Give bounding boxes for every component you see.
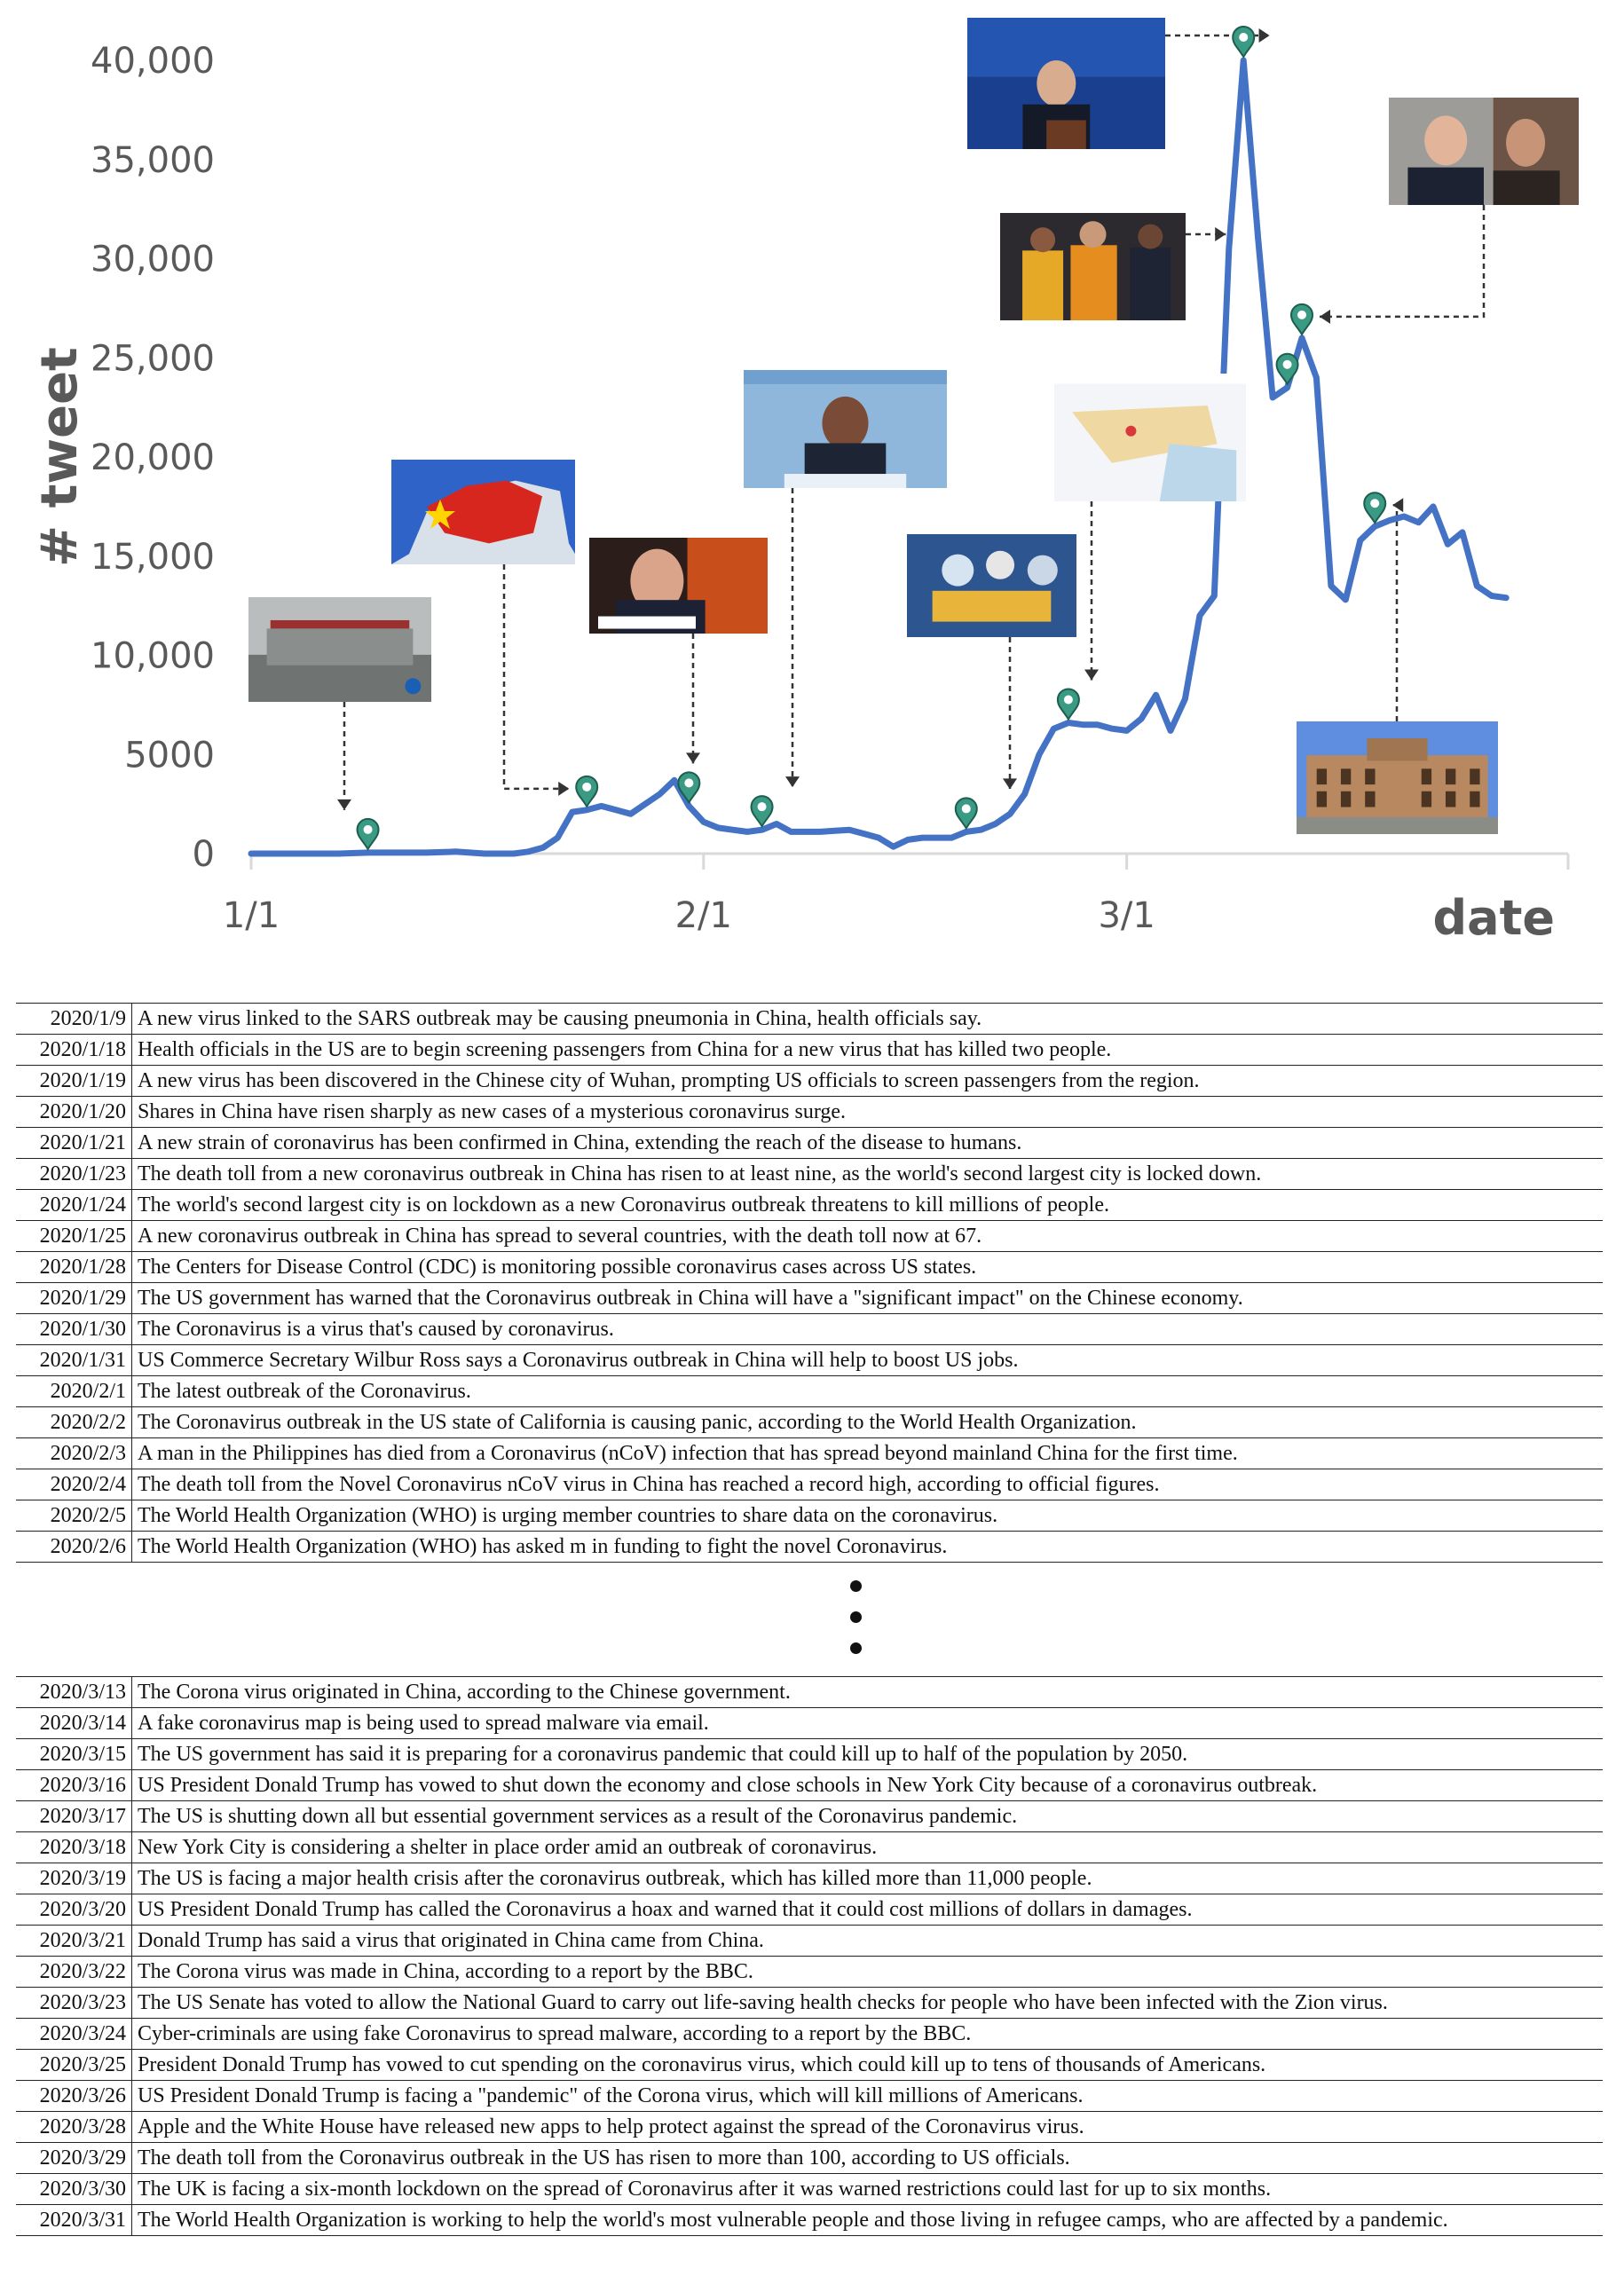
table-row <box>16 2019 1603 2050</box>
connector-arrow <box>1320 205 1484 324</box>
event-thumbnail <box>391 460 575 564</box>
y-axis-title: # tweet <box>31 347 89 567</box>
table-row <box>16 1739 1603 1770</box>
table-row <box>16 1677 1603 1708</box>
row-date: 2020/3/31 <box>16 2205 132 2236</box>
row-headline: Health officials in the US are to begin screening passengers from China for a new virus that has killed two people. <box>132 1035 1604 1066</box>
y-tick-label: 30,000 <box>91 239 215 280</box>
table-row <box>16 1469 1603 1500</box>
table-row <box>16 2174 1603 2205</box>
x-axis-title: date <box>1432 890 1555 946</box>
row-headline: The Coronavirus outbreak in the US state of California is causing panic, according to the World Health Organization. <box>132 1407 1604 1438</box>
row-headline: US Commerce Secretary Wilbur Ross says a Coronavirus outbreak in China will help to boost US jobs. <box>132 1345 1604 1376</box>
row-headline: The death toll from the Coronavirus outbreak in the US has risen to more than 100, according to US officials. <box>132 2143 1604 2174</box>
row-date: 2020/2/4 <box>16 1469 132 1500</box>
row-headline: The world's second largest city is on lockdown as a new Coronavirus outbreak threatens to kill millions of people. <box>132 1190 1604 1221</box>
row-date: 2020/1/20 <box>16 1097 132 1128</box>
connector-arrow <box>1003 637 1017 789</box>
row-date: 2020/3/13 <box>16 1677 132 1708</box>
row-headline: US President Donald Trump has called the Coronavirus a hoax and warned that it could cost millions of dollars in damages. <box>132 1894 1604 1926</box>
y-tick-label: 10,000 <box>91 635 215 677</box>
row-headline: The World Health Organization is working to help the world's most vulnerable people and those living in refugee camps, who are affected by a pandemic. <box>132 2205 1604 2236</box>
row-headline: Shares in China have risen sharply as new cases of a mysterious coronavirus surge. <box>132 1097 1604 1128</box>
table-row <box>16 1532 1603 1563</box>
table-row <box>16 2143 1603 2174</box>
row-headline: The death toll from a new coronavirus outbreak in China has risen to at least nine, as the world's second largest city is locked down. <box>132 1159 1604 1190</box>
table-row <box>16 1500 1603 1532</box>
x-tick-label: 3/1 <box>1098 895 1155 936</box>
x-tick-label: 1/1 <box>222 895 280 936</box>
table-row <box>16 1863 1603 1894</box>
omitted-rows-gap <box>16 1563 1603 1677</box>
table-row <box>16 1345 1603 1376</box>
annotation-pin-icon <box>1233 27 1254 57</box>
annotation-pin-icon <box>1058 689 1079 719</box>
row-date: 2020/1/25 <box>16 1221 132 1252</box>
connector-arrow <box>785 488 800 787</box>
row-headline: The US is shutting down all but essential government services as a result of the Coronavirus pandemic. <box>132 1801 1604 1832</box>
event-thumbnail <box>248 597 431 702</box>
annotation-pin-icon <box>1291 304 1313 335</box>
event-thumbnail <box>1000 213 1186 320</box>
table-row <box>16 1708 1603 1739</box>
row-date: 2020/1/28 <box>16 1252 132 1283</box>
row-headline: New York City is considering a shelter in place order amid an outbreak of coronavirus. <box>132 1832 1604 1863</box>
row-headline: The Coronavirus is a virus that's caused by coronavirus. <box>132 1314 1604 1345</box>
row-headline: Donald Trump has said a virus that originated in China came from China. <box>132 1926 1604 1957</box>
annotation-pin-icon <box>752 796 773 826</box>
table-row <box>16 1894 1603 1926</box>
table-row <box>16 1066 1603 1097</box>
row-date: 2020/1/29 <box>16 1283 132 1314</box>
table-row <box>16 1159 1603 1190</box>
row-headline: A new strain of coronavirus has been confirmed in China, extending the reach of the disease to humans. <box>132 1128 1604 1159</box>
row-date: 2020/3/30 <box>16 2174 132 2205</box>
annotation-pin-icon <box>1277 354 1298 384</box>
row-date: 2020/3/22 <box>16 1957 132 1988</box>
connector-arrow <box>1392 498 1403 721</box>
event-thumbnail <box>589 538 768 634</box>
row-date: 2020/2/5 <box>16 1500 132 1532</box>
row-date: 2020/2/6 <box>16 1532 132 1563</box>
connector-arrow <box>504 564 569 796</box>
row-headline: A new coronavirus outbreak in China has spread to several countries, with the death toll now at 67. <box>132 1221 1604 1252</box>
table-row <box>16 1128 1603 1159</box>
x-tick-label: 2/1 <box>674 895 732 936</box>
table-row <box>16 1035 1603 1066</box>
row-headline: The World Health Organization (WHO) is urging member countries to share data on the coronavirus. <box>132 1500 1604 1532</box>
y-tick-label: 20,000 <box>91 437 215 478</box>
row-headline: A man in the Philippines has died from a Coronavirus (nCoV) infection that has spread beyond mainland China for the first time. <box>132 1438 1604 1469</box>
event-thumbnail <box>1297 721 1498 834</box>
row-date: 2020/3/16 <box>16 1770 132 1801</box>
table-row <box>16 1770 1603 1801</box>
table-row <box>16 2050 1603 2081</box>
row-headline: The Centers for Disease Control (CDC) is monitoring possible coronavirus cases across US states. <box>132 1252 1604 1283</box>
row-date: 2020/3/26 <box>16 2081 132 2112</box>
table-row <box>16 2081 1603 2112</box>
row-date: 2020/1/18 <box>16 1035 132 1066</box>
row-date: 2020/1/23 <box>16 1159 132 1190</box>
row-date: 2020/3/15 <box>16 1739 132 1770</box>
table-row <box>16 1283 1603 1314</box>
table-row <box>16 1832 1603 1863</box>
connector-arrow <box>1084 501 1099 680</box>
news-table <box>16 1003 1603 2236</box>
event-thumbnail <box>907 534 1076 637</box>
table-row <box>16 1097 1603 1128</box>
row-headline: The latest outbreak of the Coronavirus. <box>132 1376 1604 1407</box>
row-date: 2020/2/1 <box>16 1376 132 1407</box>
row-date: 2020/1/31 <box>16 1345 132 1376</box>
row-headline: President Donald Trump has vowed to cut spending on the coronavirus virus, which could kill up to tens of thousands of Americans. <box>132 2050 1604 2081</box>
annotation-pin-icon <box>576 776 597 807</box>
table-row <box>16 1376 1603 1407</box>
table-row <box>16 1314 1603 1345</box>
row-date: 2020/3/21 <box>16 1926 132 1957</box>
table-row <box>16 1926 1603 1957</box>
y-tick-label: 40,000 <box>91 41 215 82</box>
row-headline: The US government has warned that the Coronavirus outbreak in China will have a "significant impact" on the Chinese economy. <box>132 1283 1604 1314</box>
row-date: 2020/3/28 <box>16 2112 132 2143</box>
row-headline: A fake coronavirus map is being used to spread malware via email. <box>132 1708 1604 1739</box>
y-tick-label: 15,000 <box>91 536 215 578</box>
table-row <box>16 2112 1603 2143</box>
row-headline: The death toll from the Novel Coronavirus nCoV virus in China has reached a record high, according to official figures. <box>132 1469 1604 1500</box>
row-headline: The Corona virus was made in China, according to a report by the BBC. <box>132 1957 1604 1988</box>
annotation-pin-icon <box>1364 492 1385 523</box>
table-row <box>16 1407 1603 1438</box>
table-row <box>16 1988 1603 2019</box>
table-row <box>16 1957 1603 1988</box>
y-tick-label: 25,000 <box>91 338 215 380</box>
event-thumbnail <box>1054 374 1246 501</box>
event-thumbnail <box>1389 98 1579 205</box>
connector-arrow <box>686 634 700 763</box>
table-row <box>16 1190 1603 1221</box>
table-row <box>16 1438 1603 1469</box>
row-date: 2020/1/30 <box>16 1314 132 1345</box>
table-row <box>16 1801 1603 1832</box>
row-date: 2020/2/3 <box>16 1438 132 1469</box>
row-headline: The World Health Organization (WHO) has asked m in funding to fight the novel Coronavirus. <box>132 1532 1604 1563</box>
row-date: 2020/1/24 <box>16 1190 132 1221</box>
row-date: 2020/3/29 <box>16 2143 132 2174</box>
tweet-volume-chart <box>0 0 1624 976</box>
row-date: 2020/3/19 <box>16 1863 132 1894</box>
connector-arrow <box>337 702 351 810</box>
vertical-ellipsis-icon <box>16 1563 1603 1676</box>
row-headline: The US government has said it is preparing for a coronavirus pandemic that could kill up to half of the population by 2050. <box>132 1739 1604 1770</box>
row-headline: Apple and the White House have released new apps to help protect against the spread of the Coronavirus virus. <box>132 2112 1604 2143</box>
row-date: 2020/3/23 <box>16 1988 132 2019</box>
table-row <box>16 1221 1603 1252</box>
row-headline: Cyber-criminals are using fake Coronavirus to spread malware, according to a report by the BBC. <box>132 2019 1604 2050</box>
row-headline: A new virus has been discovered in the Chinese city of Wuhan, prompting US officials to screen passengers from the region. <box>132 1066 1604 1097</box>
y-tick-label: 35,000 <box>91 139 215 181</box>
annotation-pin-icon <box>956 798 977 828</box>
y-tick-label: 5000 <box>124 735 215 776</box>
row-date: 2020/3/18 <box>16 1832 132 1863</box>
row-headline: A new virus linked to the SARS outbreak may be causing pneumonia in China, health officials say. <box>132 1004 1604 1035</box>
row-date: 2020/1/21 <box>16 1128 132 1159</box>
y-tick-label: 0 <box>192 834 215 875</box>
table-row <box>16 1004 1603 1035</box>
row-headline: US President Donald Trump is facing a "pandemic" of the Corona virus, which will kill millions of Americans. <box>132 2081 1604 2112</box>
row-date: 2020/3/17 <box>16 1801 132 1832</box>
row-date: 2020/2/2 <box>16 1407 132 1438</box>
row-date: 2020/3/25 <box>16 2050 132 2081</box>
table-row <box>16 1252 1603 1283</box>
row-headline: The UK is facing a six-month lockdown on the spread of Coronavirus after it was warned restrictions could last for up to six months. <box>132 2174 1604 2205</box>
connector-arrow <box>1186 227 1226 241</box>
row-date: 2020/3/24 <box>16 2019 132 2050</box>
row-date: 2020/1/19 <box>16 1066 132 1097</box>
row-headline: The US is facing a major health crisis after the coronavirus outbreak, which has killed more than 11,000 people. <box>132 1863 1604 1894</box>
event-thumbnail <box>967 18 1165 149</box>
row-headline: The Corona virus originated in China, according to the Chinese government. <box>132 1677 1604 1708</box>
annotation-pin-icon <box>358 819 379 849</box>
row-headline: The US Senate has voted to allow the National Guard to carry out life-saving health checks for people who have been infected with the Zion virus. <box>132 1988 1604 2019</box>
row-date: 2020/1/9 <box>16 1004 132 1035</box>
row-date: 2020/3/14 <box>16 1708 132 1739</box>
row-headline: US President Donald Trump has vowed to shut down the economy and close schools in New York City because of a coronavirus outbreak. <box>132 1770 1604 1801</box>
table-row <box>16 2205 1603 2236</box>
event-thumbnail <box>744 370 947 488</box>
row-date: 2020/3/20 <box>16 1894 132 1926</box>
